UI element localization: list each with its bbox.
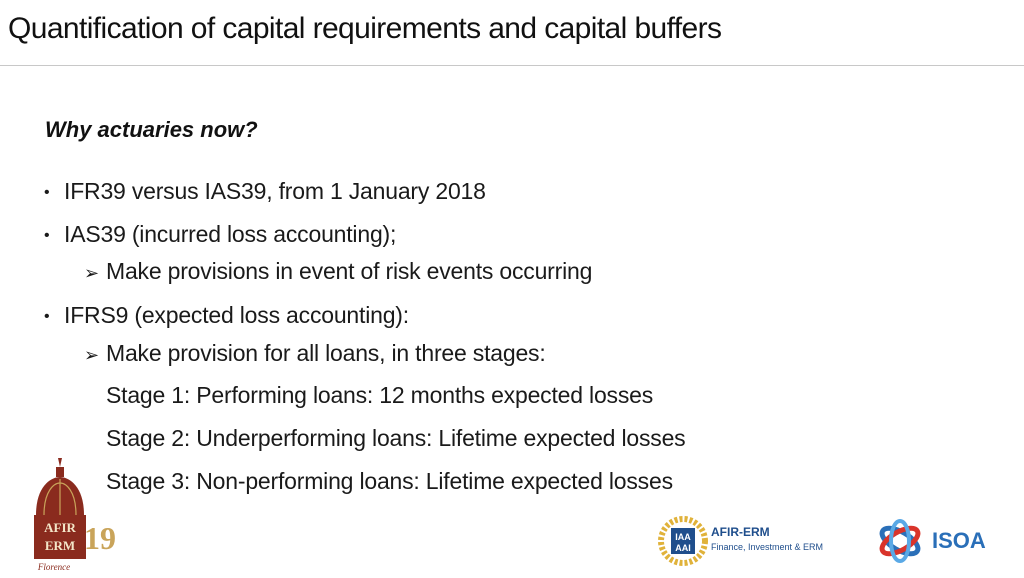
stage-item: Stage 2: Underperforming loans: Lifetime expected losses bbox=[106, 425, 686, 451]
sub-bullet-item bbox=[84, 340, 546, 367]
iaa-section-name: AFIR-ERM bbox=[711, 525, 770, 539]
arrow-bullet-icon: ➢ bbox=[84, 263, 99, 283]
sub-bullet-text: Make provision for all loans, in three stages: bbox=[106, 340, 546, 366]
year-text: 19 bbox=[84, 520, 116, 556]
isoa-rings-icon bbox=[872, 518, 928, 564]
isoa-logo bbox=[872, 518, 992, 564]
arrow-bullet-icon: ➢ bbox=[84, 345, 99, 365]
sub-bullet-item bbox=[84, 258, 592, 285]
bullet-dot: • bbox=[44, 308, 50, 325]
city-text: Florence bbox=[37, 562, 71, 572]
bullet-item: IAS39 (incurred loss accounting); bbox=[64, 221, 397, 247]
title-divider bbox=[0, 65, 1024, 66]
bullet-item: IFRS9 (expected loss accounting): bbox=[64, 302, 409, 328]
iaa-section-subtitle: Finance, Investment & ERM bbox=[711, 542, 824, 552]
iaa-badge-top: IAA bbox=[675, 532, 691, 542]
erm-text: ERM bbox=[44, 538, 76, 553]
afir-erm-19-logo bbox=[30, 455, 120, 573]
sub-bullet-text: Make provisions in event of risk events occurring bbox=[106, 258, 593, 284]
stage-item: Stage 3: Non-performing loans: Lifetime expected losses bbox=[106, 468, 673, 494]
isoa-name: ISOA bbox=[932, 528, 986, 553]
bullet-dot: • bbox=[44, 184, 50, 201]
page-title: Quantification of capital requirements and capital buffers bbox=[8, 12, 722, 45]
iaa-badge-bottom: AAI bbox=[675, 543, 691, 553]
section-subtitle: Why actuaries now? bbox=[45, 117, 258, 142]
bullet-dot: • bbox=[44, 227, 50, 244]
afir-text: AFIR bbox=[44, 520, 76, 535]
iaa-afir-erm-logo bbox=[657, 516, 824, 566]
bullet-item: IFR39 versus IAS39, from 1 January 2018 bbox=[64, 178, 486, 204]
stage-item: Stage 1: Performing loans: 12 months expected losses bbox=[106, 382, 654, 408]
